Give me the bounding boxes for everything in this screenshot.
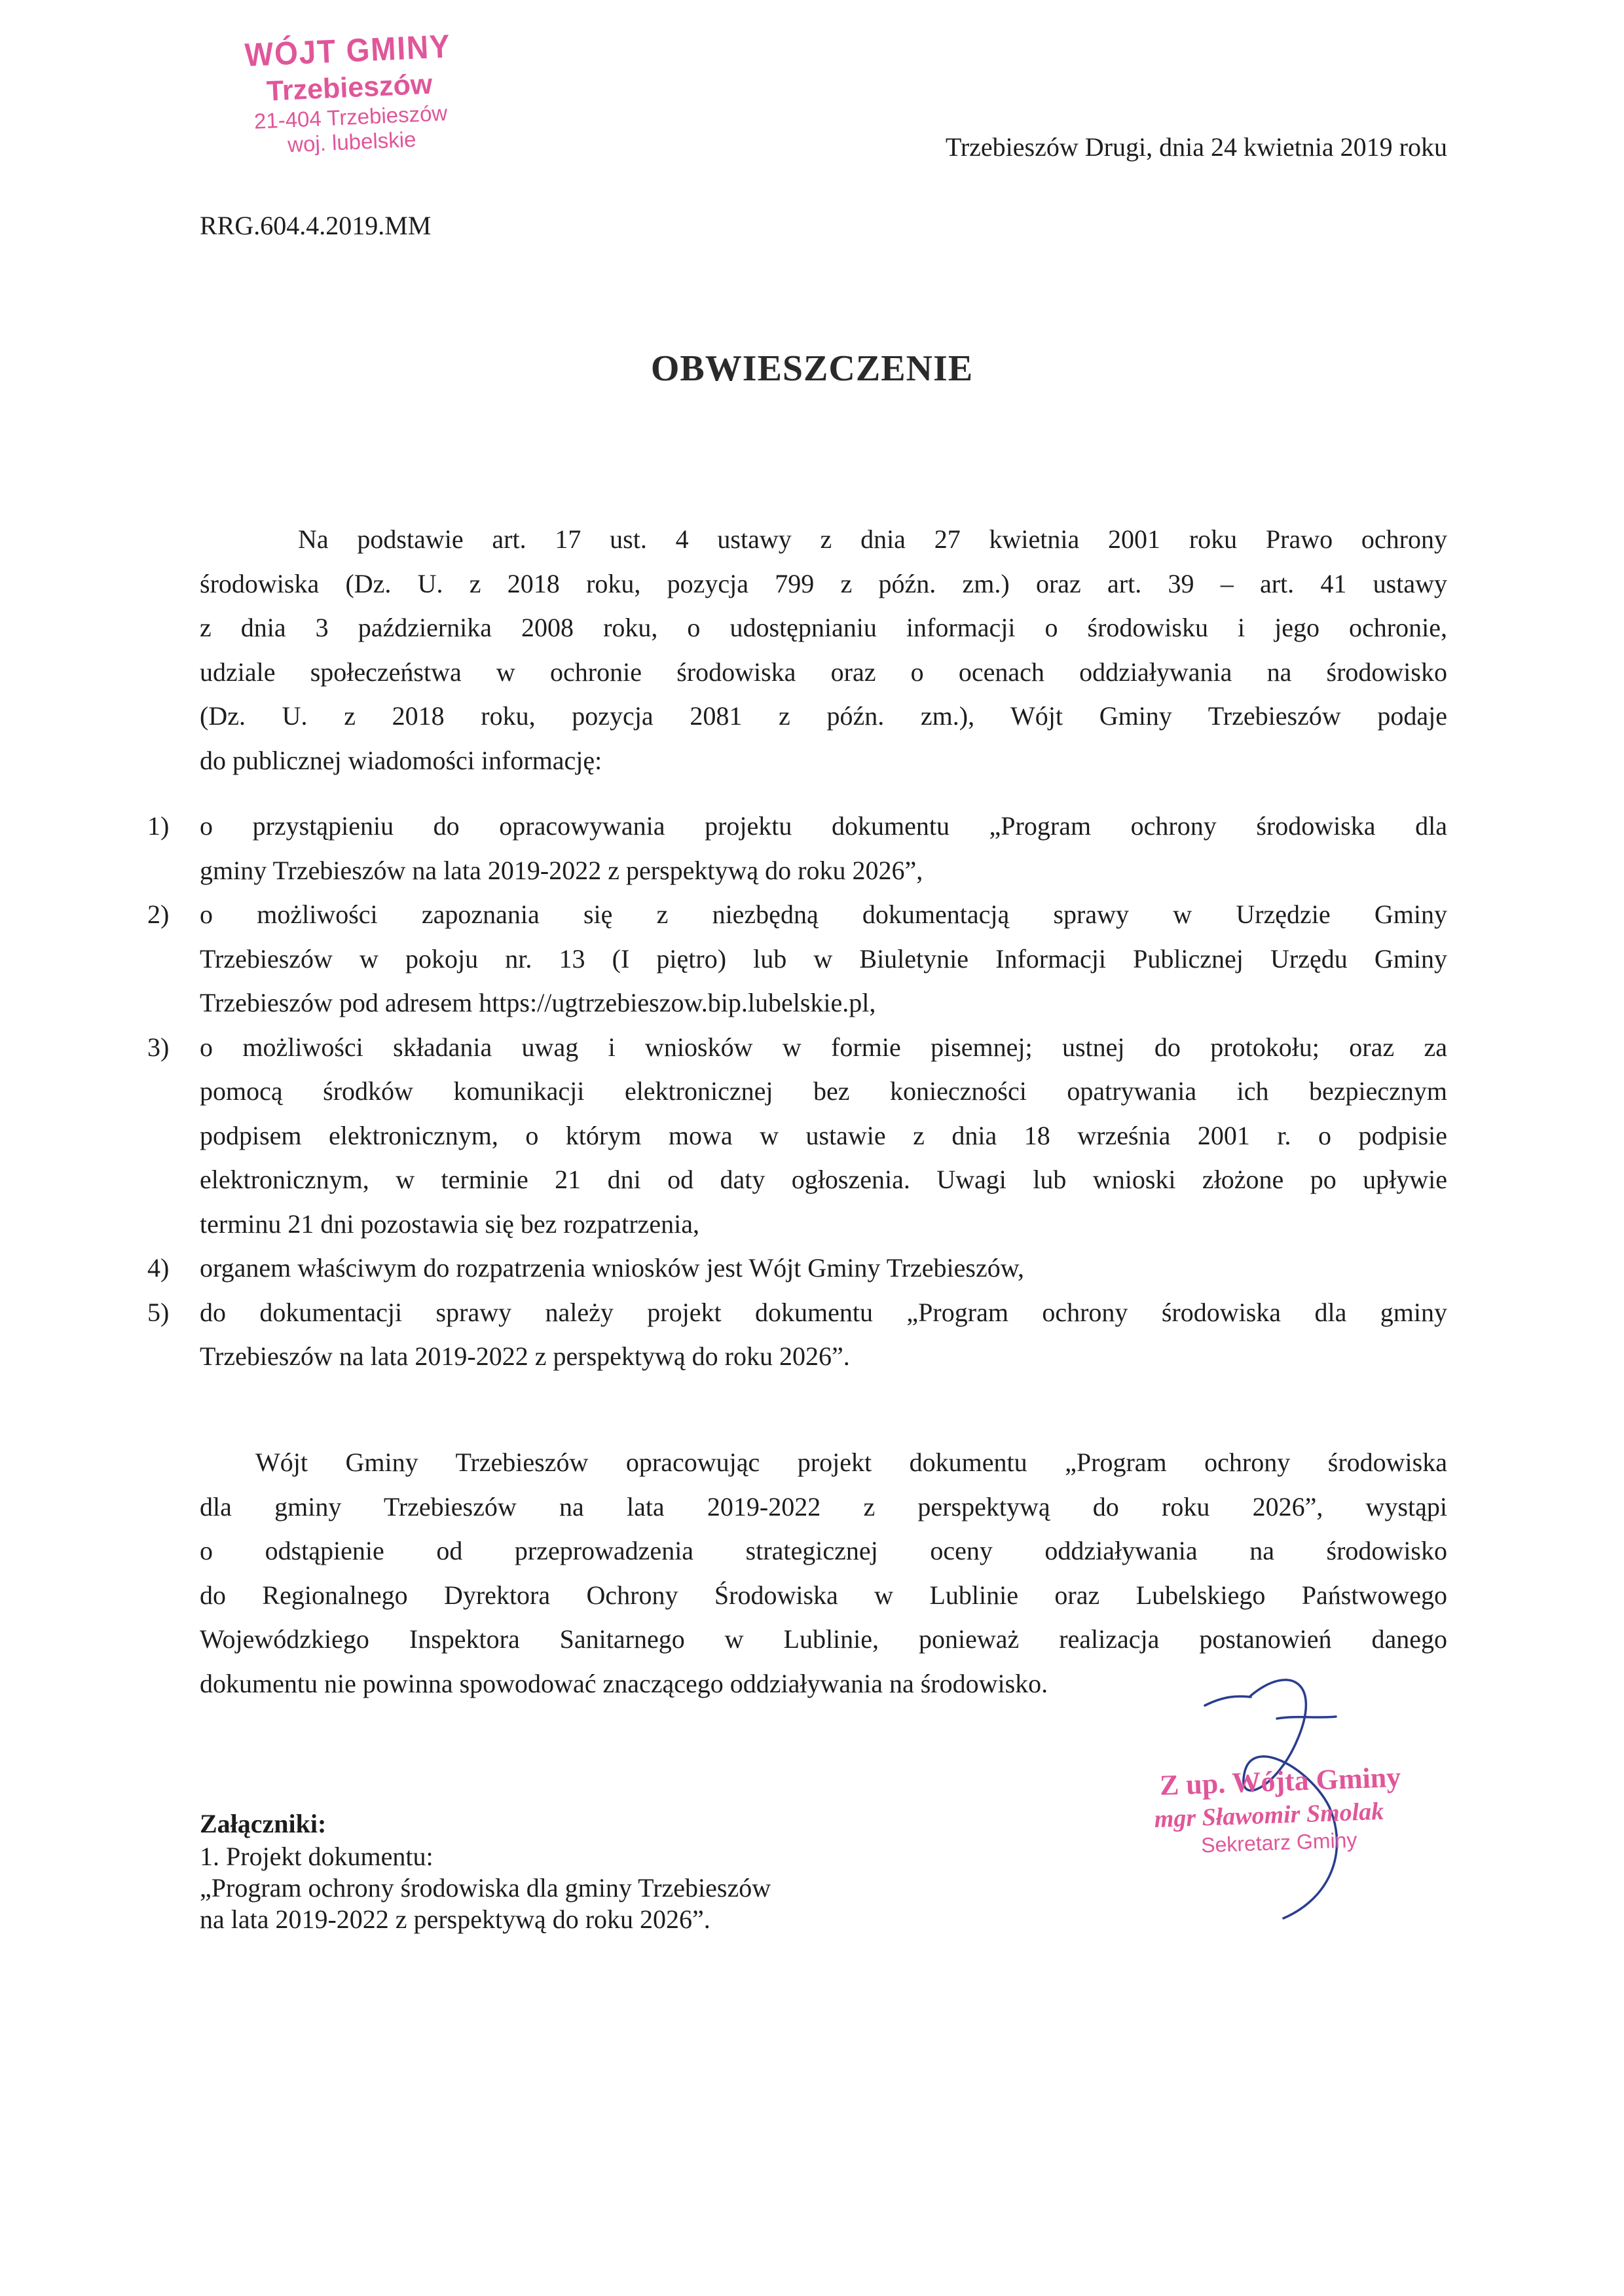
list-item-number: 5) (147, 1297, 170, 1327)
list-item-line: o możliwości składania uwag i wniosków w formie pisemnej; ustnej do protokołu; oraz za (200, 1032, 1447, 1062)
signature-stamp-line-1: Z up. Wójta Gminy (1159, 1760, 1401, 1802)
list-item-line: organem właściwym do rozpatrzenia wniosków jest Wójt Gminy Trzebieszów, (200, 1253, 1025, 1283)
list-item (144, 1290, 1447, 1379)
list-item-line: Trzebieszów w pokoju nr. 13 (I piętro) lub w Biuletynie Informacji Publicznej Urzędu Gminy (200, 943, 1447, 974)
list-item-number: 4) (147, 1253, 170, 1283)
closing-line: o odstąpienie od przeprowadzenia strategicznej oceny oddziaływania na środowisko (200, 1536, 1447, 1565)
attachments-section (200, 1807, 771, 1935)
signature-stamp (1153, 1758, 1437, 1859)
attachment-line: „Program ochrony środowiska dla gminy Trzebieszów (200, 1873, 771, 1903)
place-and-date: Trzebieszów Drugi, dnia 24 kwietnia 2019 roku (945, 132, 1447, 162)
closing-line: dla gminy Trzebieszów na lata 2019-2022 z perspektywą do roku 2026”, wystąpi (200, 1491, 1447, 1522)
list-item (144, 1025, 1447, 1247)
intro-line: Na podstawie art. 17 ust. 4 ustawy z dnia 27 kwietnia 2001 roku Prawo ochrony (298, 524, 1447, 554)
intro-paragraph (200, 517, 1447, 782)
list-item-line: do dokumentacji sprawy należy projekt dokumentu „Program ochrony środowiska dla gminy (200, 1297, 1447, 1327)
attachment-line: na lata 2019-2022 z perspektywą do roku 2026”. (200, 1904, 710, 1934)
stamp-line-4: woj. lubelskie (287, 126, 417, 157)
attachments-heading: Załączniki: (200, 1809, 327, 1838)
information-list (144, 804, 1447, 1379)
document-title: OBWIESZCZENIE (650, 348, 974, 389)
list-item-line: gminy Trzebieszów na lata 2019-2022 z perspektywą do roku 2026”, (200, 855, 923, 885)
list-item-line: terminu 21 dni pozostawia się bez rozpatrzenia, (200, 1209, 700, 1239)
list-item-number: 2) (147, 900, 170, 929)
intro-line: udziale społeczeństwa w ochronie środowiska oraz o ocenach oddziaływania na środowisko (200, 657, 1447, 687)
list-item-line: o przystąpieniu do opracowywania projektu dokumentu „Program ochrony środowiska dla (200, 811, 1447, 841)
office-stamp (216, 25, 483, 160)
reference-number: RRG.604.4.2019.MM (200, 211, 432, 240)
stamp-line-3: 21-404 Trzebieszów (253, 100, 448, 134)
list-item-line: Trzebieszów pod adresem https://ugtrzebieszow.bip.lubelskie.pl, (200, 988, 876, 1017)
list-item-number: 3) (147, 1032, 170, 1062)
list-item-line: elektronicznym, w terminie 21 dni od daty ogłoszenia. Uwagi lub wnioski złożone po upływie (200, 1165, 1447, 1194)
intro-line: (Dz. U. z 2018 roku, pozycja 2081 z późn. zm.), Wójt Gminy Trzebieszów podaje (200, 701, 1447, 731)
list-item-line: o możliwości zapoznania się z niezbędną dokumentacją sprawy w Urzędzie Gminy (200, 900, 1447, 929)
list-item-number: 1) (147, 811, 170, 841)
stamp-line-2: Trzebieszów (266, 68, 434, 107)
intro-line: środowiska (Dz. U. z 2018 roku, pozycja 799 z późn. zm.) oraz art. 39 – art. 41 ustawy (200, 568, 1447, 598)
stamp-line-1: WÓJT GMINY (244, 27, 452, 74)
closing-line: Wójt Gminy Trzebieszów opracowując projekt dokumentu „Program ochrony środowiska (255, 1448, 1447, 1477)
list-item-line: podpisem elektronicznym, o którym mowa w ustawie z dnia 18 września 2001 r. o podpisie (200, 1120, 1447, 1150)
signature-stamp-line-2: mgr Sławomir Smolak (1154, 1797, 1384, 1833)
intro-line: do publicznej wiadomości informację: (200, 745, 602, 775)
list-item (144, 1246, 1447, 1290)
list-item-line: Trzebieszów na lata 2019-2022 z perspektywą do roku 2026”. (200, 1341, 850, 1371)
closing-line: Wojewódzkiego Inspektora Sanitarnego w Lublinie, ponieważ realizacja postanowień danego (200, 1624, 1447, 1654)
attachment-line: 1. Projekt dokumentu: (200, 1842, 434, 1871)
list-item-line: pomocą środków komunikacji elektronicznej bez konieczności opatrywania ich bezpiecznym (200, 1076, 1447, 1106)
closing-line: dokumentu nie powinna spowodować znaczącego oddziaływania na środowisko. (200, 1668, 1048, 1698)
intro-line: z dnia 3 października 2008 roku, o udostępnianiu informacji o środowisku i jego ochronie, (200, 613, 1447, 642)
closing-line: do Regionalnego Dyrektora Ochrony Środowiska w Lublinie oraz Lubelskiego Państwowego (200, 1580, 1447, 1610)
list-item (144, 892, 1447, 1025)
list-item (144, 804, 1447, 892)
signature-stamp-line-3: Sekretarz Gminy (1200, 1828, 1357, 1857)
